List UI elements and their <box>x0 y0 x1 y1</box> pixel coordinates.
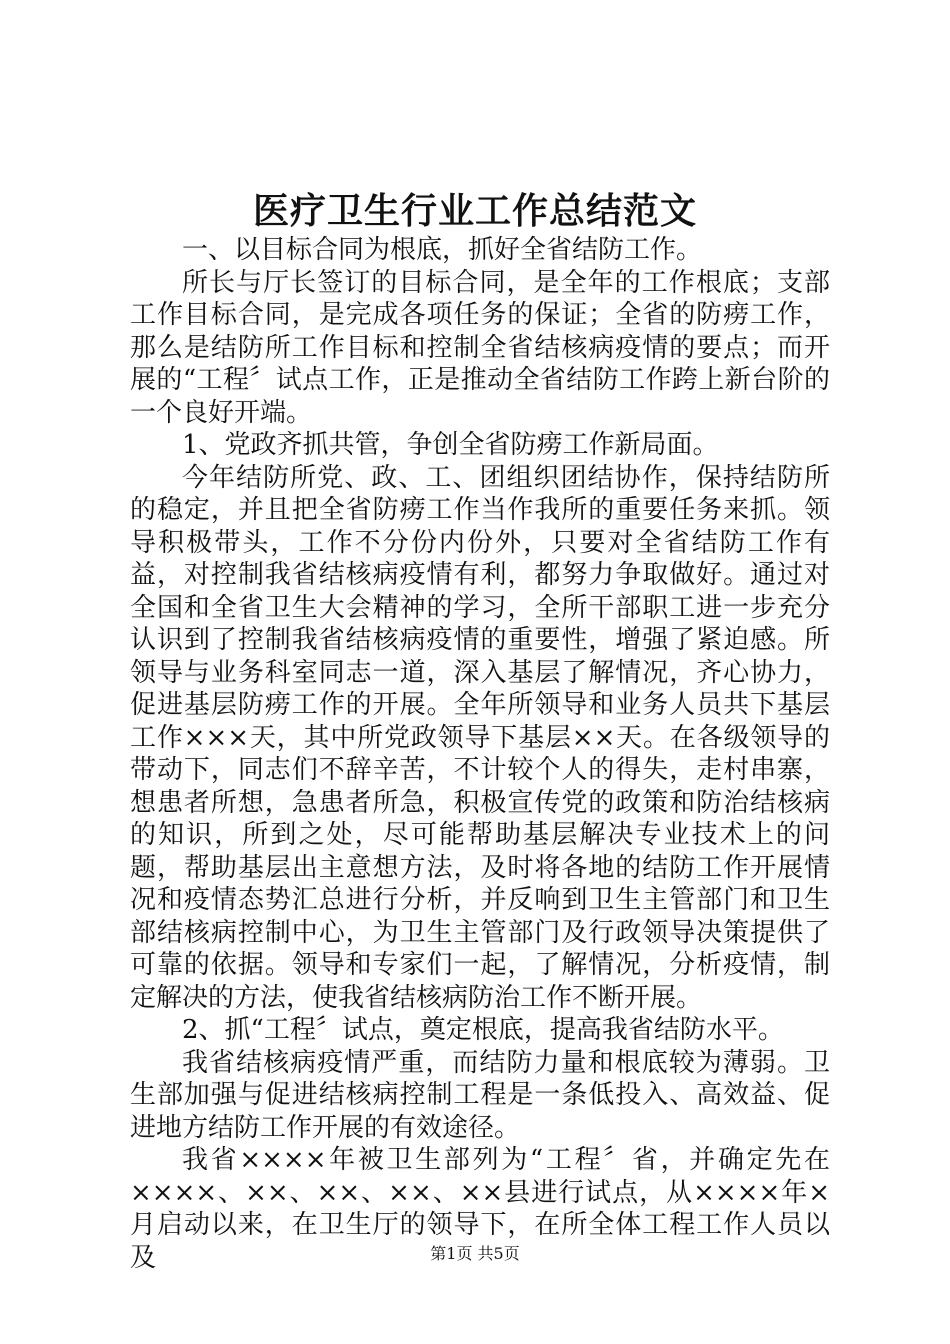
paragraph: 我省结核病疫情严重，而结防力量和根底较为薄弱。卫生部加强与促进结核病控制工程是一条低投入、高效益、促进地方结防工作开展的有效途径。 <box>130 1047 830 1143</box>
document-body <box>130 234 830 1274</box>
paragraph: 所长与厅长签订的目标合同，是全年的工作根底；支部工作目标合同，是完成各项任务的保证；全省的防痨工作，那么是结防所工作目标和控制全省结核病疫情的要点；而开展的“工程〞试点工作，正是推动全省结防工作跨上新台阶的一个良好开端。 <box>130 267 830 428</box>
subsection-heading: 1、党政齐抓共管，争创全省防痨工作新局面。 <box>182 430 719 460</box>
document-title: 医疗卫生行业工作总结范文 <box>252 190 697 232</box>
page-indicator: 第1页 共5页 <box>430 1244 520 1263</box>
paragraph: 今年结防所党、政、工、团组织团结协作，保持结防所的稳定，并且把全省防痨工作当作我所的重要任务来抓。领导积极带头，工作不分份内份外，只要对全省结防工作有益，对控制我省结核病疫情有利，都努力争取做好。通过对全国和全省卫生大会精神的学习，全所干部职工进一步充分认识到了控制我省结核病疫情的重要性，增强了紧迫感。所领导与业务科室同志一道，深入基层了解情况，齐心协力，促进基层防痨工作的开展。全年所领导和业务人员共下基层工作×××天，其中所党政领导下基层××天。在各级领导的带动下，同志们不辞辛苦，不计较个人的得失，走村串寨，想患者所想，急患者所急，积极宣传党的政策和防治结核病的知识，所到之处，尽可能帮助基层解决专业技术上的问题，帮助基层出主意想方法，及时将各地的结防工作开展情况和疫情态势汇总进行分析，并反响到卫生主管部门和卫生部结核病控制中心，为卫生主管部门及行政领导决策提供了可靠的依据。领导和专家们一起，了解情况，分析疫情，制定解决的方法，使我省结核病防治工作不断开展。 <box>130 462 830 1013</box>
paragraph: 我省××××年被卫生部列为“工程〞省，并确定先在××××、××、××、××、××县进行试点，从××××年×月启动以来，在卫生厅的领导下，在所全体工程工作人员以及 <box>130 1145 830 1273</box>
subsection-heading: 2、抓“工程〞试点，奠定根底，提高我省结防水平。 <box>182 1015 784 1045</box>
section-heading: 一、以目标合同为根底，抓好全省结防工作。 <box>182 235 703 265</box>
